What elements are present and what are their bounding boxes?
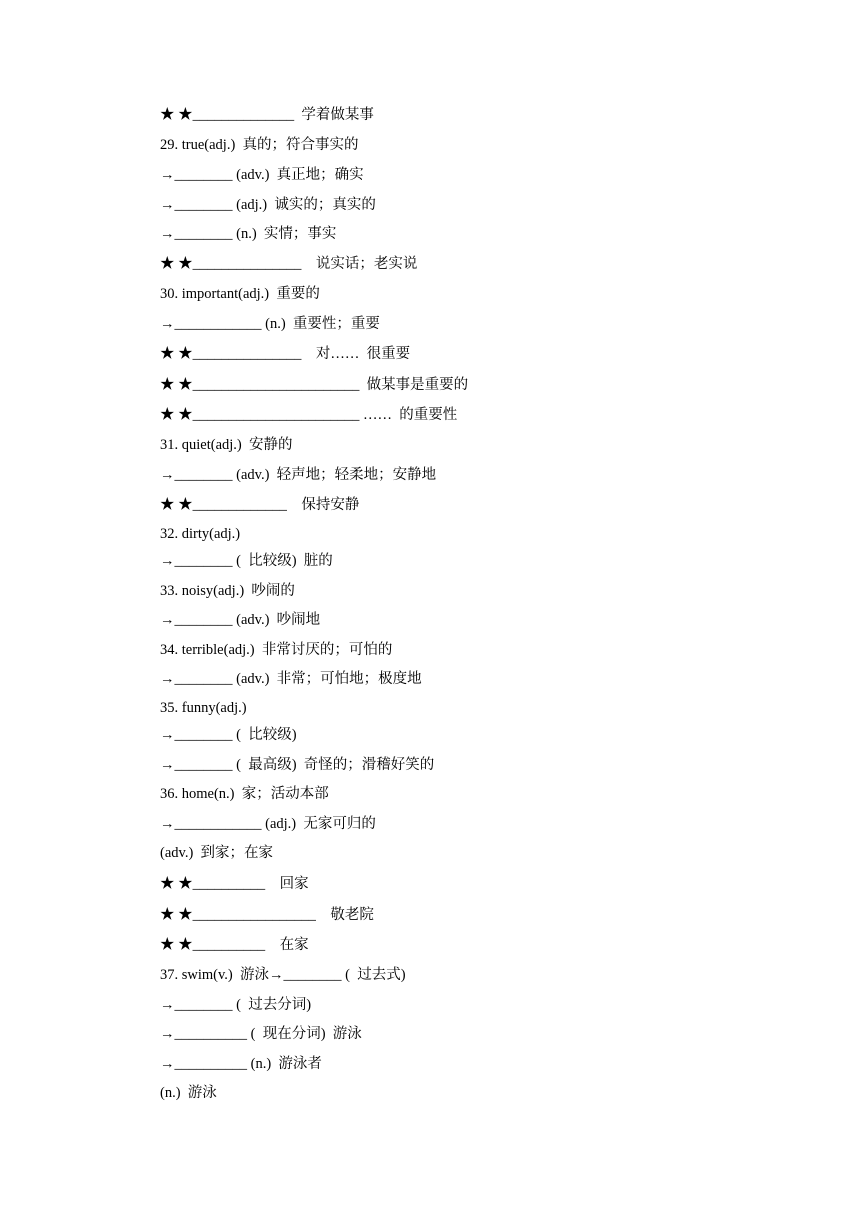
- text-line: →________ (adj.) 诚实的；真实的: [160, 197, 376, 213]
- text-line: (adv.) 到家；在家: [160, 845, 274, 861]
- text-line: →________ ( 最高级) 奇怪的；滑稽好笑的: [160, 757, 435, 773]
- text-line: ★ ★_______________ 对…… 很重要: [160, 346, 411, 362]
- text-line: →________ (adv.) 轻声地；轻柔地；安静地: [160, 467, 437, 483]
- text-line: →________ ( 比较级) 脏的: [160, 553, 333, 569]
- text-line: →____________ (n.) 重要性；重要: [160, 316, 380, 332]
- text-line: →________ (n.) 实情；事实: [160, 226, 337, 242]
- text-line: ★ ★_______________________ 做某事是重要的: [160, 377, 469, 393]
- text-line: 33. noisy(adj.) 吵闹的: [160, 583, 295, 599]
- text-line: →__________ (n.) 游泳者: [160, 1056, 322, 1072]
- text-line: →________ (adv.) 真正地；确实: [160, 167, 364, 183]
- text-line: ★ ★__________ 回家: [160, 876, 309, 892]
- text-line: (n.) 游泳: [160, 1085, 217, 1101]
- text-line: 35. funny(adj.): [160, 700, 247, 716]
- text-line: 32. dirty(adj.): [160, 526, 241, 542]
- text-line: 30. important(adj.) 重要的: [160, 286, 320, 302]
- text-line: →__________ ( 现在分词) 游泳: [160, 1026, 362, 1042]
- text-line: ★ ★_________________ 敬老院: [160, 907, 374, 923]
- text-line: 37. swim(v.) 游泳→________ ( 过去式): [160, 967, 406, 983]
- text-line: →____________ (adj.) 无家可归的: [160, 816, 376, 832]
- text-line: →________ ( 比较级): [160, 727, 297, 743]
- text-line: 29. true(adj.) 真的；符合事实的: [160, 137, 359, 153]
- text-line: →________ ( 过去分词): [160, 997, 312, 1013]
- text-line: →________ (adv.) 非常；可怕地；极度地: [160, 671, 422, 687]
- text-line: ★ ★______________ 学着做某事: [160, 107, 374, 123]
- text-line: ★ ★_____________ 保持安静: [160, 497, 360, 513]
- text-line: 36. home(n.) 家；活动本部: [160, 786, 329, 802]
- text-line: 31. quiet(adj.) 安静的: [160, 437, 293, 453]
- text-line: ★ ★_______________________ …… 的重要性: [160, 407, 458, 423]
- text-line: →________ (adv.) 吵闹地: [160, 612, 321, 628]
- text-line: ★ ★_______________ 说实话；老实说: [160, 256, 418, 272]
- text-line: 34. terrible(adj.) 非常讨厌的；可怕的: [160, 642, 393, 658]
- text-line: ★ ★__________ 在家: [160, 937, 309, 953]
